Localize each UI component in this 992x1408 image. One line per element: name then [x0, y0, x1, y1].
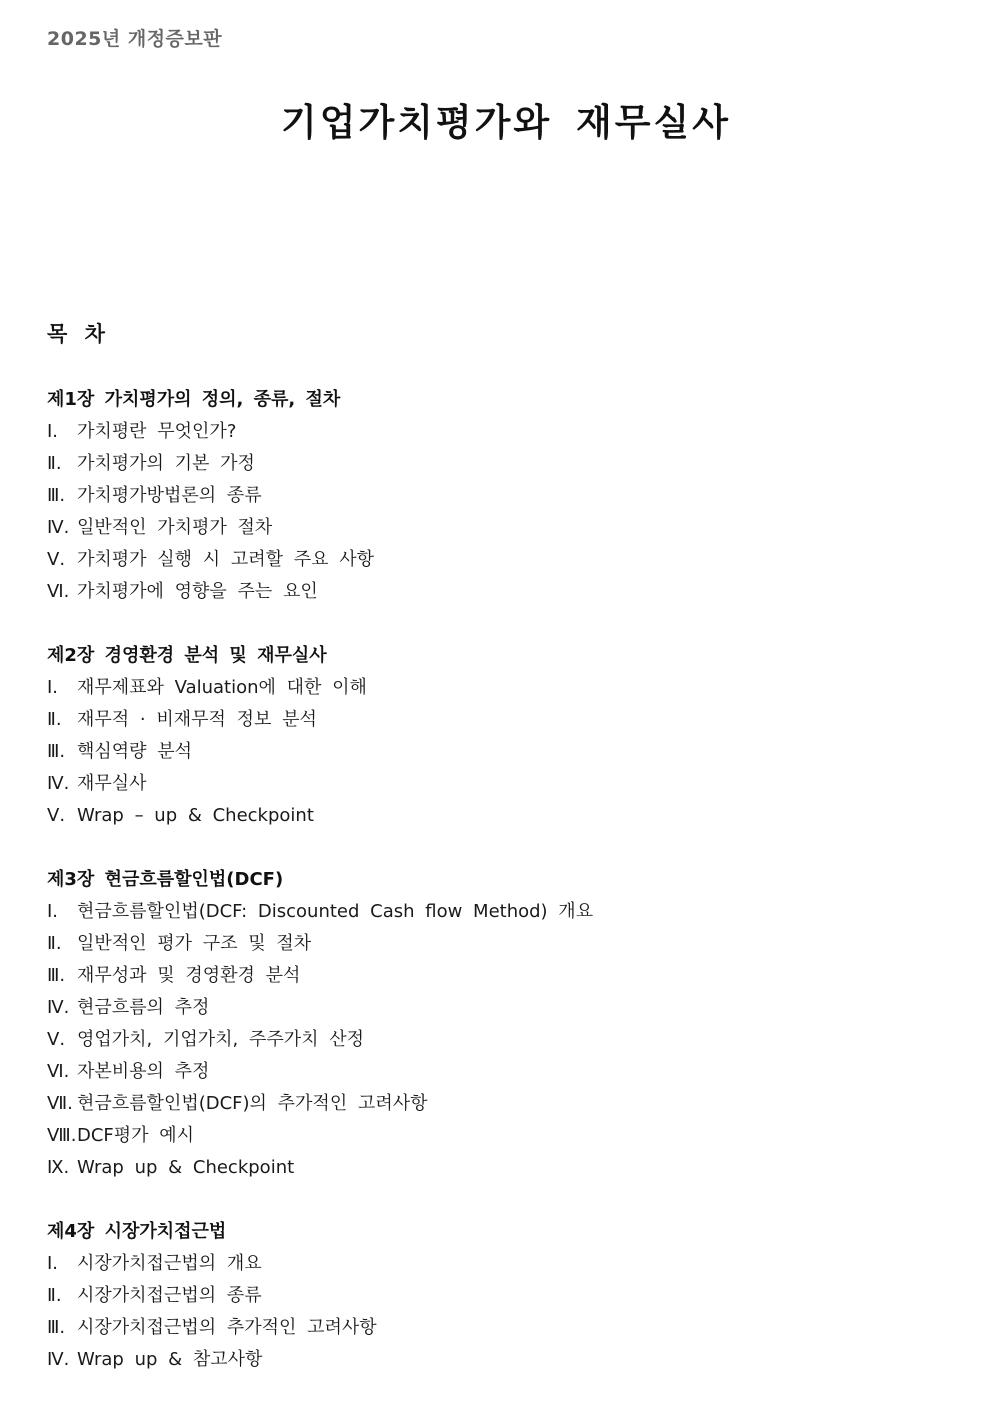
item-text: DCF평가 예시 — [77, 1125, 195, 1146]
chapter-2 — [47, 640, 947, 832]
item-text: Wrap up & Checkpoint — [77, 1157, 295, 1178]
item-number: Ⅳ. — [47, 517, 70, 538]
toc-item — [47, 1312, 947, 1344]
toc-item — [47, 448, 947, 480]
edition-label: 2025년 개정증보판 — [47, 28, 223, 50]
toc-item — [47, 1120, 947, 1152]
item-text: 영업가치, 기업가치, 주주가치 산정 — [77, 1029, 365, 1050]
toc-item — [47, 1248, 947, 1280]
item-text: 재무제표와 Valuation에 대한 이해 — [77, 677, 367, 698]
item-text: 현금흐름의 추정 — [77, 997, 210, 1018]
item-text: 시장가치접근법의 종류 — [77, 1285, 262, 1306]
toc-item — [47, 480, 947, 512]
item-text: 가치평가 실행 시 고려할 주요 사항 — [77, 549, 375, 570]
item-text: 가치평가의 기본 가정 — [77, 453, 255, 474]
item-text: 시장가치접근법의 개요 — [77, 1253, 262, 1274]
toc-item — [47, 1152, 947, 1184]
item-text: 가치평가방법론의 종류 — [77, 485, 262, 506]
toc-item — [47, 1056, 947, 1088]
item-number: Ⅲ. — [47, 485, 66, 506]
item-text: 현금흐름할인법(DCF)의 추가적인 고려사항 — [77, 1093, 428, 1114]
toc-item — [47, 928, 947, 960]
item-text: Wrap – up & Checkpoint — [77, 805, 314, 826]
item-number: Ⅱ. — [47, 933, 62, 954]
item-text: Wrap up & 참고사항 — [77, 1349, 263, 1370]
item-text: 일반적인 가치평가 절차 — [77, 517, 273, 538]
toc-item — [47, 544, 947, 576]
item-text: 가치평란 무엇인가? — [77, 421, 237, 442]
item-text: 재무실사 — [77, 773, 147, 794]
toc-item — [47, 672, 947, 704]
item-number: Ⅱ. — [47, 453, 62, 474]
chapter-title: 제1장 가치평가의 정의, 종류, 절차 — [47, 389, 341, 410]
toc-item — [47, 1344, 947, 1376]
chapter-title: 제4장 시장가치접근법 — [47, 1221, 227, 1242]
toc-item — [47, 704, 947, 736]
item-text: 현금흐름할인법(DCF: Discounted Cash flow Method) 개요 — [77, 901, 594, 922]
item-number: Ⅰ. — [47, 677, 59, 698]
chapter-1 — [47, 384, 947, 608]
toc-item — [47, 1088, 947, 1120]
item-number: Ⅳ. — [47, 773, 70, 794]
toc-item — [47, 416, 947, 448]
item-text: 가치평가에 영향을 주는 요인 — [77, 581, 318, 602]
chapter-3 — [47, 864, 947, 1184]
toc-heading: 목 차 — [47, 322, 105, 346]
toc-item — [47, 736, 947, 768]
chapter-4 — [47, 1216, 947, 1376]
item-number: Ⅱ. — [47, 709, 62, 730]
item-text: 재무성과 및 경영환경 분석 — [77, 965, 301, 986]
toc-item — [47, 512, 947, 544]
toc-item — [47, 960, 947, 992]
item-number: Ⅵ. — [47, 1061, 70, 1082]
item-number: Ⅱ. — [47, 1285, 62, 1306]
item-number: Ⅵ. — [47, 581, 70, 602]
toc-item — [47, 1280, 947, 1312]
item-number: Ⅲ. — [47, 1317, 66, 1338]
item-text: 핵심역량 분석 — [77, 741, 193, 762]
chapter-title: 제2장 경영환경 분석 및 재무실사 — [47, 645, 327, 666]
item-number: Ⅰ. — [47, 421, 59, 442]
item-number: Ⅲ. — [47, 965, 66, 986]
item-number: Ⅳ. — [47, 1349, 70, 1370]
item-text: 재무적 · 비재무적 정보 분석 — [77, 709, 317, 730]
toc-item — [47, 800, 947, 832]
item-text: 자본비용의 추정 — [77, 1061, 210, 1082]
item-number: Ⅴ. — [47, 1029, 66, 1050]
item-number: Ⅷ. — [47, 1125, 77, 1146]
toc-item — [47, 768, 947, 800]
toc-item — [47, 576, 947, 608]
toc-item — [47, 896, 947, 928]
item-text: 시장가치접근법의 추가적인 고려사항 — [77, 1317, 377, 1338]
item-number: Ⅲ. — [47, 741, 66, 762]
item-number: Ⅳ. — [47, 997, 70, 1018]
item-number: Ⅴ. — [47, 549, 66, 570]
item-number: Ⅴ. — [47, 805, 66, 826]
chapter-title: 제3장 현금흐름할인법(DCF) — [47, 869, 284, 890]
toc-item — [47, 992, 947, 1024]
toc-item — [47, 1024, 947, 1056]
item-number: Ⅸ. — [47, 1157, 70, 1178]
document-title: 기업가치평가와 재무실사 — [280, 101, 732, 144]
item-number: Ⅰ. — [47, 901, 59, 922]
table-of-contents — [47, 384, 947, 1408]
item-number: Ⅰ. — [47, 1253, 59, 1274]
item-number: Ⅶ. — [47, 1093, 73, 1114]
item-text: 일반적인 평가 구조 및 절차 — [77, 933, 312, 954]
